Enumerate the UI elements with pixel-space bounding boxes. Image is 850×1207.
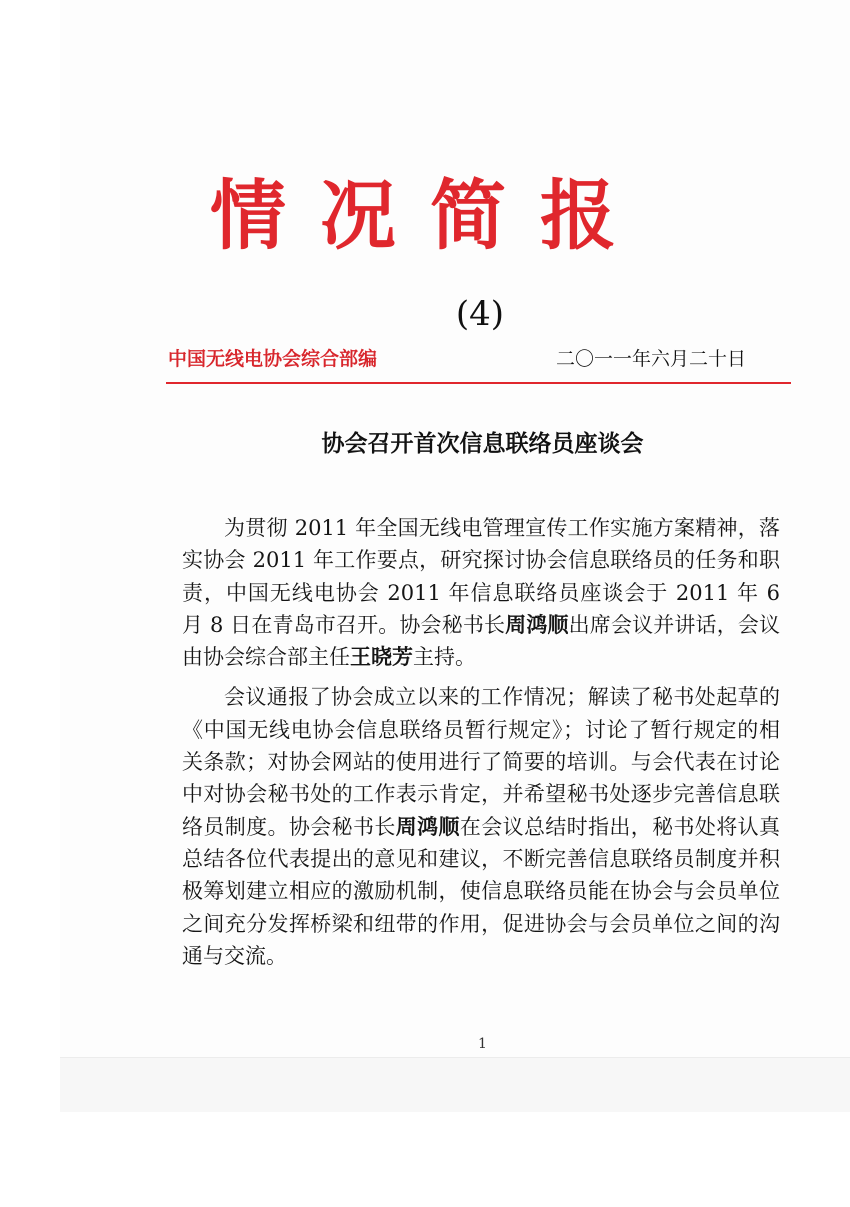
page-number: 1 [478, 1036, 487, 1052]
paragraph-1-text-c: 主持。 [413, 645, 476, 670]
masthead-title: 情况简报 [210, 171, 650, 260]
person-name-secretary-general: 周鸿顺 [395, 813, 460, 839]
paragraph-2-text-a: 会议通报了协会成立以来的工作情况；解读了秘书处起草的《中国无线电协会信息联络员暂行规定》；讨论了暂行规定的相关条款；对协会网站的使用进行了简要的培训。与会代表在讨论中对协会秘书处的工作表示肯定，并希望秘书处逐步完善信息联络员制度。协会秘书长 [182, 685, 780, 839]
page-footer-divider [60, 1057, 850, 1058]
paragraph-1-text-a: 为贯彻 2011 年全国无线电管理宣传工作实施方案精神，落实协会 2011 年工作要点，研究探讨协会信息联络员的任务和职责，中国无线电协会 2011 年信息联络员座谈会于 2011 年 6 月 8 日在青岛市召开。协会秘书长 [182, 516, 780, 637]
person-name-secretary-general: 周鸿顺 [505, 611, 569, 637]
paragraph-1 [182, 512, 780, 673]
paragraph-2-text-b: 在会议总结时指出，秘书处将认真总结各位代表提出的意见和建议，不断完善信息联络员制度并积极筹划建立相应的激励机制，使信息联络员能在协会与会员单位之间充分发挥桥梁和纽带的作用，促进协会与会员单位之间的沟通与交流。 [182, 814, 781, 968]
person-name-director: 王晓芳 [350, 644, 413, 670]
editor-department: 中国无线电协会综合部编 [168, 348, 378, 370]
article-title: 协会召开首次信息联络员座谈会 [321, 430, 644, 457]
page-bottom-margin [60, 1057, 850, 1112]
issue-number: (4) [455, 294, 505, 334]
paragraph-1-text-b: 出席会议并讲话，会议由协会综合部主任 [182, 612, 781, 670]
red-divider-rule [166, 382, 791, 384]
issue-date: 二〇一一年六月二十日 [556, 348, 747, 370]
paragraph-2 [182, 681, 780, 972]
article-body [182, 512, 780, 980]
